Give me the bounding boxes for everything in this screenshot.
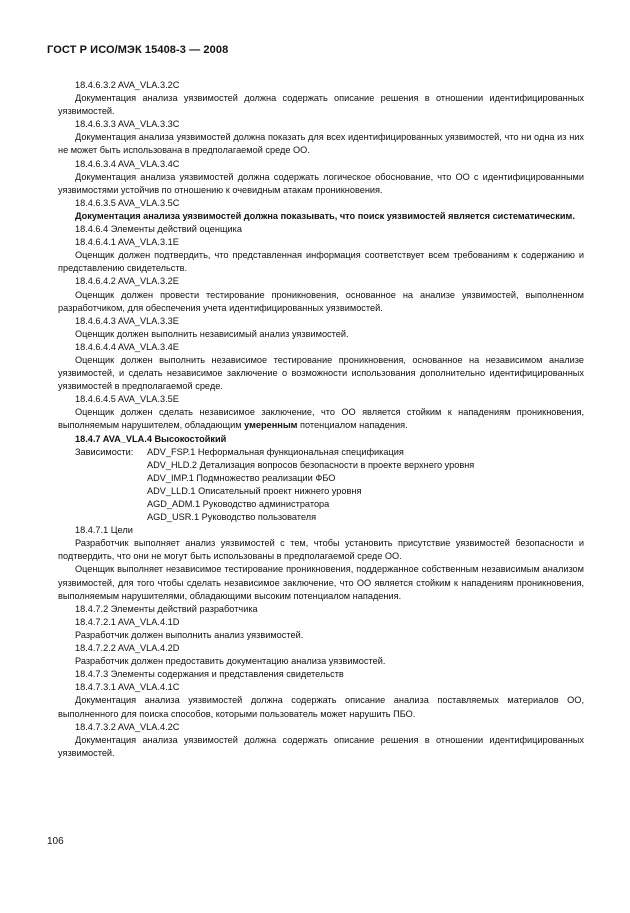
paragraph: Документация анализа уязвимостей должна содержать описание решения в отношении идентифицированных уязвимостей.	[58, 93, 584, 117]
dependencies-row	[58, 446, 584, 459]
clause-number: 18.4.7.3.2 AVA_VLA.4.2C	[75, 721, 180, 732]
emphasis-text: умеренным	[244, 420, 298, 431]
paragraph: Документация анализа уязвимостей должна содержать логическое обоснование, что ОО с идентифицированными уязвимостями устойчив по отношению к очевидным атакам проникновения.	[58, 171, 584, 195]
clause-number: 18.4.6.4.2 AVA_VLA.3.2E	[75, 276, 179, 287]
clause-number: 18.4.6.3.4 AVA_VLA.3.4C	[75, 158, 180, 169]
paragraph: Документация анализа уязвимостей должна содержать описание решения в отношении идентифицированных уязвимостей.	[58, 734, 584, 758]
section-heading: 18.4.7.3 Элементы содержания и представления свидетельств	[75, 669, 344, 680]
section-heading: 18.4.7.2 Элементы действий разработчика	[75, 603, 258, 614]
page-number: 106	[47, 836, 64, 847]
dependency-item: ADV_HLD.2 Детализация вопросов безопасности в проекте верхнего уровня	[147, 459, 475, 470]
paragraph: Разработчик выполняет анализ уязвимостей с тем, чтобы установить присутствие уязвимостей безопасности и подтвердить, что они не могут быть использованы в предполагаемой среде ОО.	[58, 538, 584, 562]
paragraph: Оценщик должен провести тестирование проникновения, основанное на анализе уязвимостей, выполненном разработчиком, для обеспечения учета идентифицированных уязвимостей.	[58, 289, 584, 313]
paragraph: Разработчик должен предоставить документацию анализа уязвимостей.	[75, 656, 386, 667]
paragraph: Оценщик выполняет независимое тестирование проникновения, поддержанное собственным независимым анализом уязвимостей, для того чтобы сделать независимое заключение, что ОО является стойким к нападениям проникновения, выполняемым нарушителями, обладающими высоким потенциалом нападения.	[58, 564, 584, 601]
clause-number: 18.4.6.3.5 AVA_VLA.3.5C	[75, 197, 180, 208]
document-header: ГОСТ Р ИСО/МЭК 15408-3 — 2008	[47, 44, 229, 56]
clause-number: 18.4.7.2.2 AVA_VLA.4.2D	[75, 643, 180, 654]
section-heading: 18.4.6.4 Элементы действий оценщика	[75, 224, 242, 235]
dependency-item: AGD_USR.1 Руководство пользователя	[147, 512, 317, 523]
paragraph: Разработчик должен выполнить анализ уязвимостей.	[75, 629, 304, 640]
clause-number: 18.4.6.4.3 AVA_VLA.3.3E	[75, 315, 179, 326]
clause-number: 18.4.7.3.1 AVA_VLA.4.1C	[75, 682, 180, 693]
dependency-item: ADV_IMP.1 Подмножество реализации ФБО	[147, 472, 336, 483]
paragraph-text: потенциалом нападения.	[297, 420, 408, 431]
clause-number: 18.4.6.4.4 AVA_VLA.3.4E	[75, 341, 179, 352]
section-heading: 18.4.7.1 Цели	[75, 525, 133, 536]
clause-number: 18.4.7.2.1 AVA_VLA.4.1D	[75, 616, 180, 627]
paragraph: Оценщик должен подтвердить, что представленная информация соответствует всем требованиям к содержанию и представлению свидетельств.	[58, 250, 584, 274]
clause-number: 18.4.6.3.2 AVA_VLA.3.2C	[75, 80, 180, 90]
clause-number: 18.4.6.3.3 AVA_VLA.3.3C	[75, 119, 180, 130]
paragraph: Оценщик должен выполнить независимый анализ уязвимостей.	[75, 328, 349, 339]
document-body	[58, 79, 584, 760]
section-heading-bold: 18.4.7 AVA_VLA.4 Высокостойкий	[75, 433, 227, 444]
clause-number: 18.4.6.4.5 AVA_VLA.3.5E	[75, 394, 179, 405]
bold-paragraph: Документация анализа уязвимостей должна показывать, что поиск уязвимостей является систематическим.	[75, 210, 575, 221]
paragraph: Документация анализа уязвимостей должна показать для всех идентифицированных уязвимостей, что ни одна из них не может быть использована в предполагаемой среде ОО.	[58, 132, 584, 156]
paragraph	[58, 406, 584, 432]
dependency-item: ADV_LLD.1 Описательный проект нижнего уровня	[147, 485, 362, 496]
paragraph: Документация анализа уязвимостей должна содержать описание анализа поставляемых материалов ОО, выполненного для поиска способов, которыми пользователь может нарушить ПБО.	[58, 695, 584, 719]
dependency-item: AGD_ADM.1 Руководство администратора	[147, 499, 330, 509]
clause-number: 18.4.6.4.1 AVA_VLA.3.1E	[75, 237, 179, 248]
dependencies-label: Зависимости:	[75, 446, 134, 457]
dependency-item: ADV_FSP.1 Неформальная функциональная спецификация	[147, 446, 404, 457]
paragraph-text: Оценщик должен сделать независимое заключение, что ОО является стойким к нападениям проникновения, выполняемым нарушителем, обладающим	[58, 407, 584, 431]
paragraph: Оценщик должен выполнить независимое тестирование проникновения, основанное на независимом анализе уязвимостей, и сделать независимое заключение о возможности использования дополнительно идентифицированных уязвимостей в предполагаемой среде.	[58, 354, 584, 392]
